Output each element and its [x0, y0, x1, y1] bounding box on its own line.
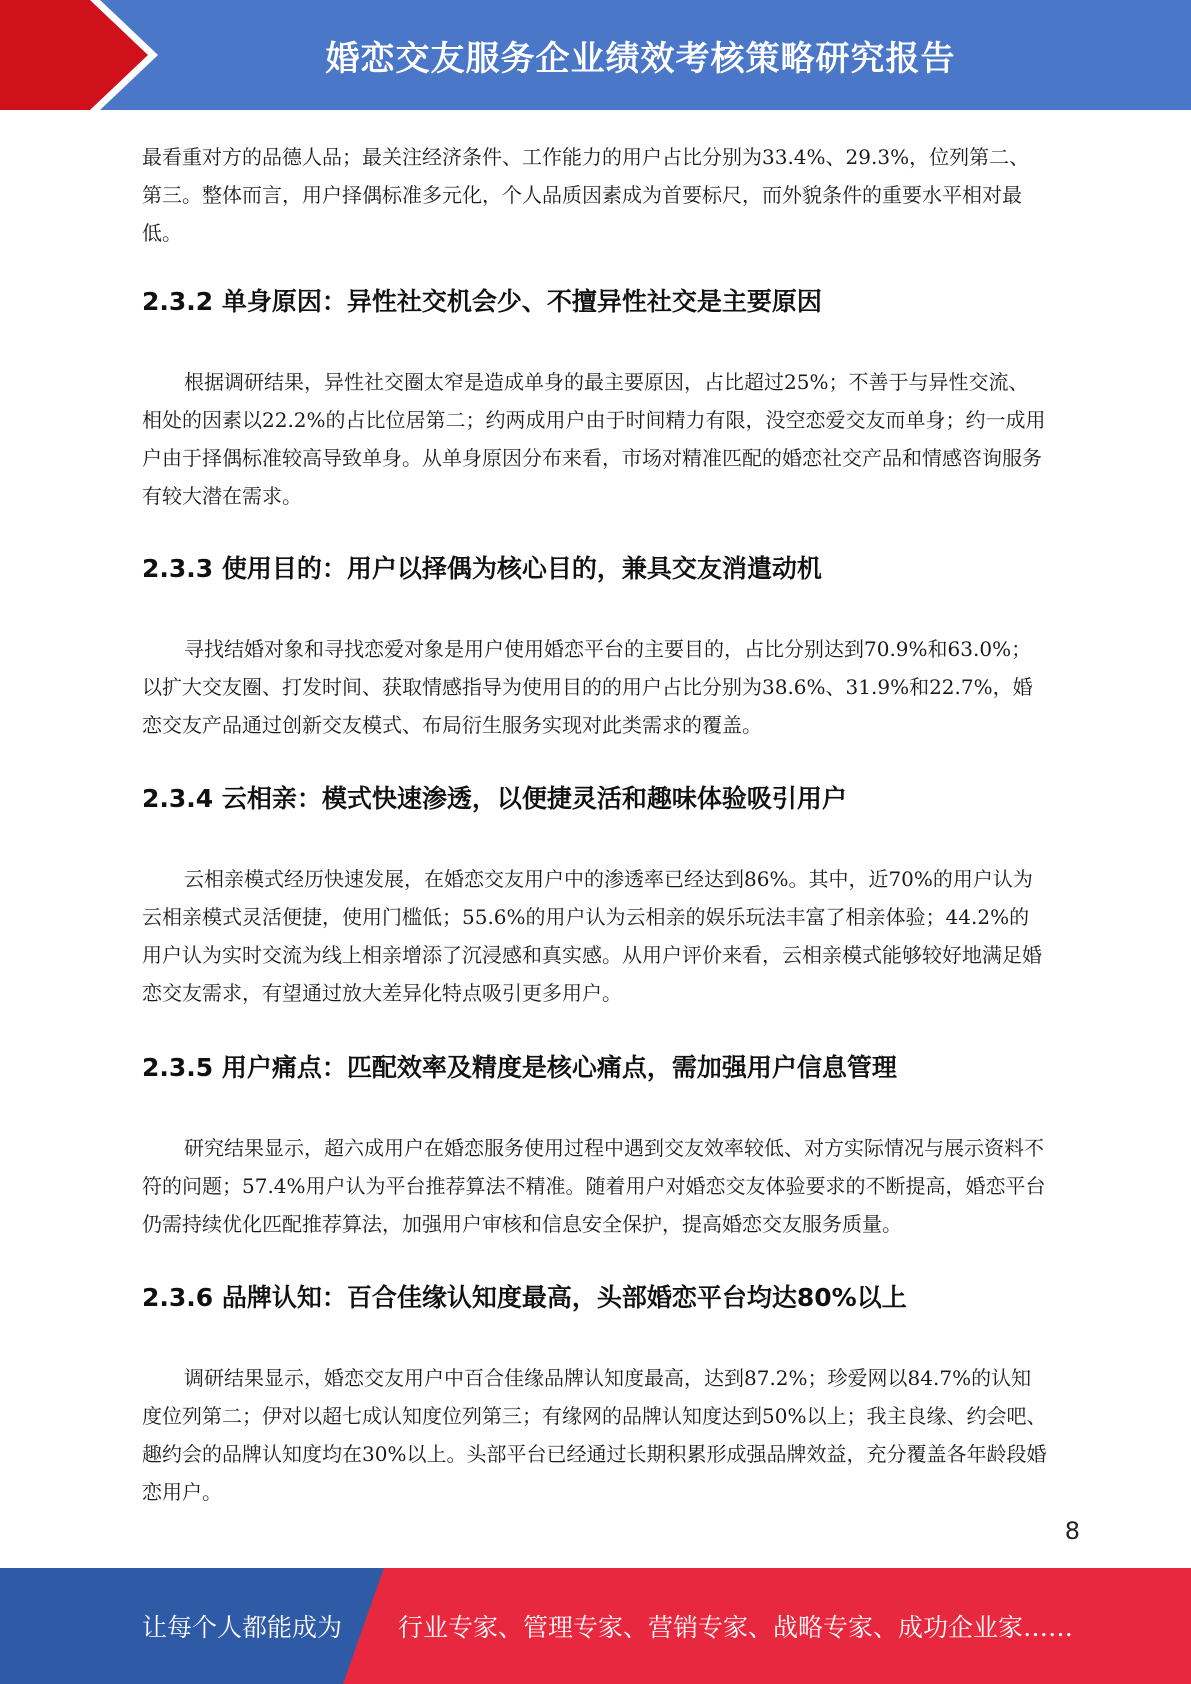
footer-slogan-left: 让每个人都能成为	[142, 1613, 343, 1642]
section-2-3-2-body	[142, 363, 1047, 515]
page-footer	[0, 1568, 1191, 1684]
section-heading: 2.3.2 单身原因：异性社交机会少、不擅异性社交是主要原因	[142, 287, 822, 316]
section-2-3-6-body	[142, 1359, 1047, 1511]
section-2-3-5-body	[142, 1129, 1047, 1243]
section-paragraph: 云相亲模式经历快速发展，在婚恋交友用户中的渗透率已经达到86%。其中，近70%的用户认为云相亲模式灵活便捷，使用门槛低；55.6%的用户认为云相亲的娱乐玩法丰富了相亲体验；44.2%的用户认为实时交流为线上相亲增添了沉浸感和真实感。从用户评价来看，云相亲模式能够较好地满足婚恋交友需求，有望通过放大差异化特点吸引更多用户。	[142, 867, 1042, 1005]
section-paragraph: 寻找结婚对象和寻找恋爱对象是用户使用婚恋平台的主要目的，占比分别达到70.9%和63.0%；以扩大交友圈、打发时间、获取情感指导为使用目的的用户占比分别为38.6%、31.9%和22.7%，婚恋交友产品通过创新交友模式、布局衍生服务实现对此类需求的覆盖。	[142, 637, 1033, 737]
report-title: 婚恋交友服务企业绩效考核策略研究报告	[325, 38, 956, 79]
section-heading: 2.3.3 使用目的：用户以择偶为核心目的，兼具交友消遣动机	[142, 554, 822, 583]
section-2-3-6	[142, 1280, 1047, 1316]
section-heading: 2.3.6 品牌认知：百合佳缘认知度最高，头部婚恋平台均达80%以上	[142, 1283, 907, 1312]
section-2-3-3-body	[142, 630, 1047, 744]
section-2-3-2	[142, 284, 1047, 320]
section-2-3-4	[142, 781, 1047, 817]
section-paragraph: 根据调研结果，异性社交圈太窄是造成单身的最主要原因，占比超过25%；不善于与异性交流、相处的因素以22.2%的占比位居第二；约两成用户由于时间精力有限，没空恋爱交友而单身；约一成用户由于择偶标准较高导致单身。从单身原因分布来看，市场对精准匹配的婚恋社交产品和情感咨询服务有较大潜在需求。	[142, 370, 1046, 508]
section-heading: 2.3.4 云相亲：模式快速渗透，以便捷灵活和趣味体验吸引用户	[142, 784, 847, 813]
section-2-3-3	[142, 551, 1047, 587]
footer-slogan-right: 行业专家、管理专家、营销专家、战略专家、成功企业家……	[398, 1613, 1074, 1642]
section-2-3-5	[142, 1050, 1047, 1086]
intro-block	[142, 138, 1047, 252]
section-paragraph: 研究结果显示，超六成用户在婚恋服务使用过程中遇到交友效率较低、对方实际情况与展示资料不符的问题；57.4%用户认为平台推荐算法不精准。随着用户对婚恋交友体验要求的不断提高，婚恋平台仍需持续优化匹配推荐算法，加强用户审核和信息安全保护，提高婚恋交友服务质量。	[142, 1136, 1046, 1236]
section-paragraph: 调研结果显示，婚恋交友用户中百合佳缘品牌认知度最高，达到87.2%；珍爱网以84.7%的认知度位列第二；伊对以超七成认知度位列第三；有缘网的品牌认知度达到50%以上；我主良缘、约会吧、趣约会的品牌认知度均在30%以上。头部平台已经通过长期积累形成强品牌效益，充分覆盖各年龄段婚恋用户。	[142, 1366, 1047, 1504]
intro-paragraph: 最看重对方的品德人品；最关注经济条件、工作能力的用户占比分别为33.4%、29.3%，位列第二、第三。整体而言，用户择偶标准多元化，个人品质因素成为首要标尺，而外貌条件的重要水平相对最低。	[142, 145, 1030, 245]
section-heading: 2.3.5 用户痛点：匹配效率及精度是核心痛点，需加强用户信息管理	[142, 1053, 897, 1082]
page-header	[0, 0, 1191, 110]
section-2-3-4-body	[142, 860, 1047, 1012]
page-number: 8	[1064, 1517, 1080, 1545]
